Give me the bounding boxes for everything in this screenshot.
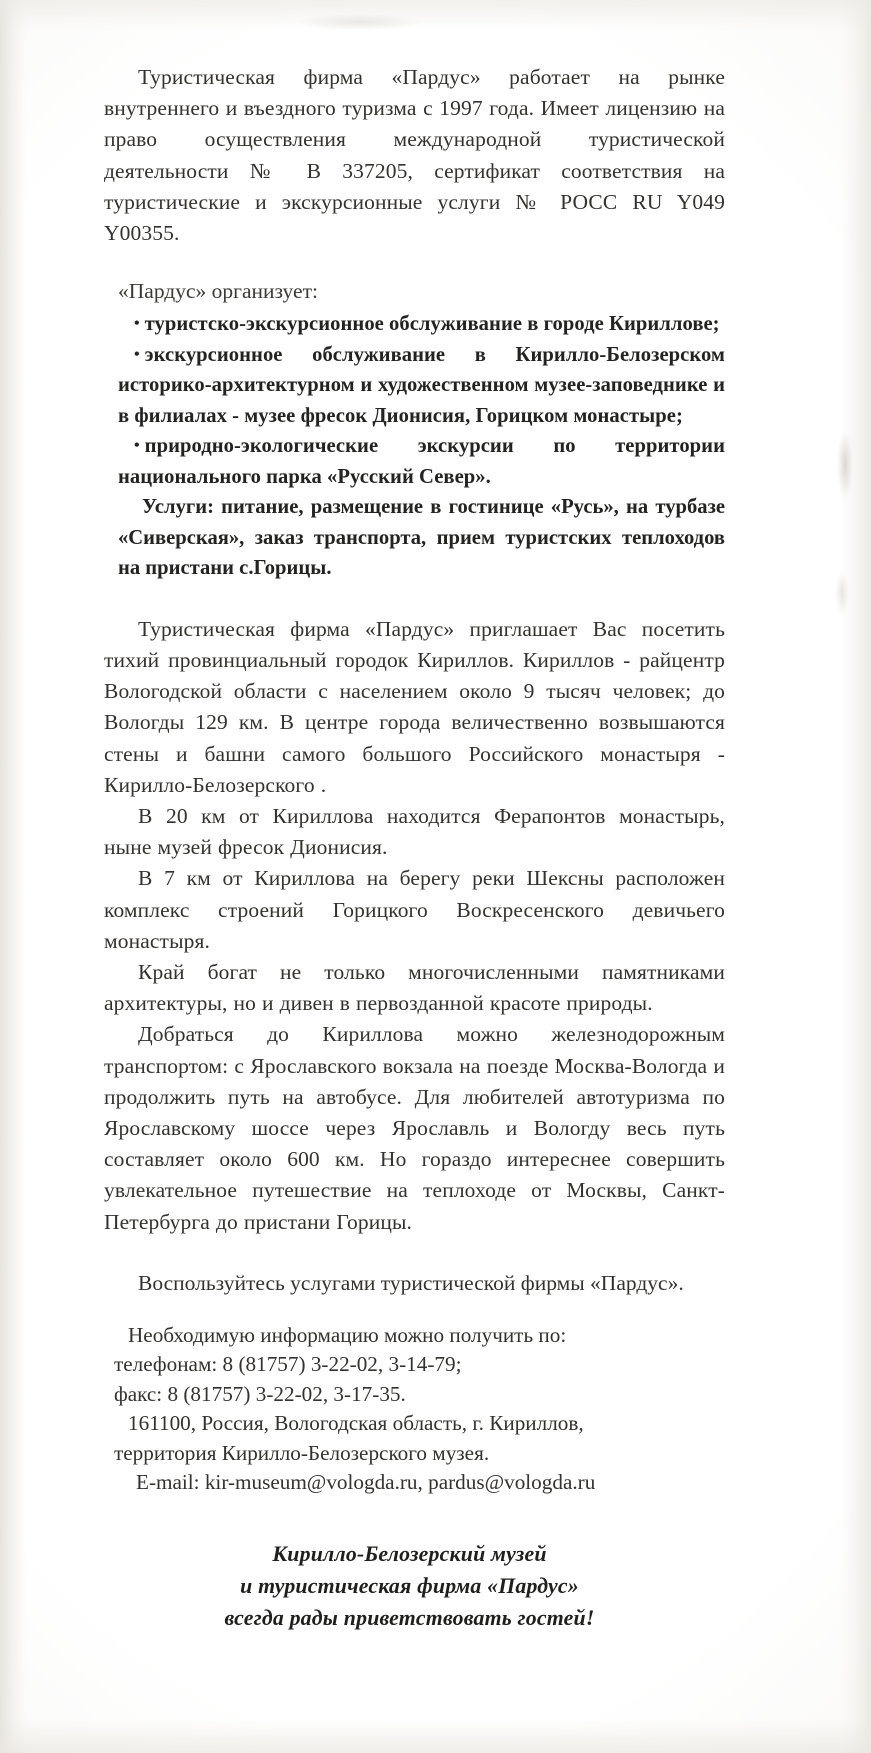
body-paragraph-ferapontov: В 20 км от Кириллова находится Ферапонтов монастырь, ныне музей фресок Дионисия. (104, 803, 725, 860)
offer-list-item (118, 309, 725, 340)
body-paragraph-travel: Добраться до Кириллова можно железнодорожным транспортом: с Ярославского вокзала на поезде Москва-Вологда и продолжить путь на автобусе. Для любителей автотуризма по Ярославскому шоссе через Ярославль и Вологду весь путь составляет около 600 км. Но гораздо интереснее совершить увлекательное путешествие на теплоходе от Москвы, Санкт-Петербурга до пристани Горицы. (104, 1022, 725, 1234)
section-spacer (104, 1528, 725, 1538)
contacts-section (104, 1321, 725, 1498)
offer-list-item (118, 340, 725, 432)
bullet-icon: • (134, 345, 140, 363)
closing-line-1: Кирилло-Белозерский музей (272, 1541, 547, 1566)
section-spacer (104, 1498, 725, 1528)
bullet-icon: • (134, 315, 140, 333)
contacts-address-line-1: 161100, Россия, Вологодская область, г. Кириллов, (128, 1411, 584, 1436)
closing-block (104, 1538, 725, 1634)
offer-list-item (118, 431, 725, 492)
services-paragraph: Услуги: питание, размещение в гостинице «Русь», на турбазе «Сиверская», заказ транспорта, прием туристских теплоходов на пристани с.Горицы. (118, 496, 725, 580)
offer-item-text: экскурсионное обслуживание в Кирилло-Белозерском историко-архитектурном и художественном музее-заповеднике и в филиалах - музее фресок Дионисия, Горицком монастыре; (118, 343, 725, 427)
body-paragraph-nature: Край богат не только многочисленными памятниками архитектуры, но и дивен в первозданной красоте природы. (104, 959, 725, 1016)
offer-item-text: туристско-экскурсионное обслуживание в городе Кириллове; (144, 313, 720, 336)
closing-line-3: всегда рады приветствовать гостей! (224, 1605, 595, 1630)
closing-line-2: и туристическая фирма «Пардус» (240, 1573, 579, 1598)
offer-item-text: природно-экологические экскурсии по территории национального парка «Русский Север». (118, 435, 725, 488)
section-spacer (104, 584, 725, 614)
section-spacer (104, 1299, 725, 1321)
bullet-icon: • (134, 437, 140, 455)
offers-title: «Пардус» организует: (118, 279, 318, 304)
offers-section (118, 275, 725, 584)
section-spacer (104, 1238, 725, 1268)
intro-paragraph: Туристическая фирма «Пардус» работает на рынке внутреннего и въездного туризма с 1997 года. Имеет лицензию на право осуществления международной туристической деятельности № В 337205, сертификат соответствия на туристические и экскурсионные услуги № РОСС RU Y049 Y00355. (104, 65, 725, 246)
contacts-address-line-2: территория Кирилло-Белозерского музея. (114, 1440, 490, 1465)
contacts-heading: Необходимую информацию можно получить по: (128, 1322, 567, 1347)
body-paragraph-goritsky: В 7 км от Кириллова на берегу реки Шексны расположен комплекс строений Горицкого Воскресенского девичьего монастыря. (104, 866, 725, 953)
contacts-fax: факс: 8 (81757) 3-22-02, 3-17-35. (114, 1381, 406, 1406)
page-edge-shadow-bottom (0, 1719, 871, 1753)
body-paragraph-kirillov: Туристическая фирма «Пардус» приглашает Вас посетить тихий провинциальный городок Кириллов. Кириллов - райцентр Вологодской области с населением около 9 тысяч человек; до Вологды 129 км. В центре города величественно возвышаются стены и башни самого большого Российского монастыря - Кирилло-Белозерского . (104, 616, 725, 797)
call-to-action: Воспользуйтесь услугами туристической фирмы «Пардус». (138, 1270, 684, 1295)
contacts-phones: телефонам: 8 (81757) 3-22-02, 3-14-79; (114, 1352, 462, 1377)
contacts-email: E-mail: kir-museum@vologda.ru, pardus@vologda.ru (136, 1470, 596, 1495)
